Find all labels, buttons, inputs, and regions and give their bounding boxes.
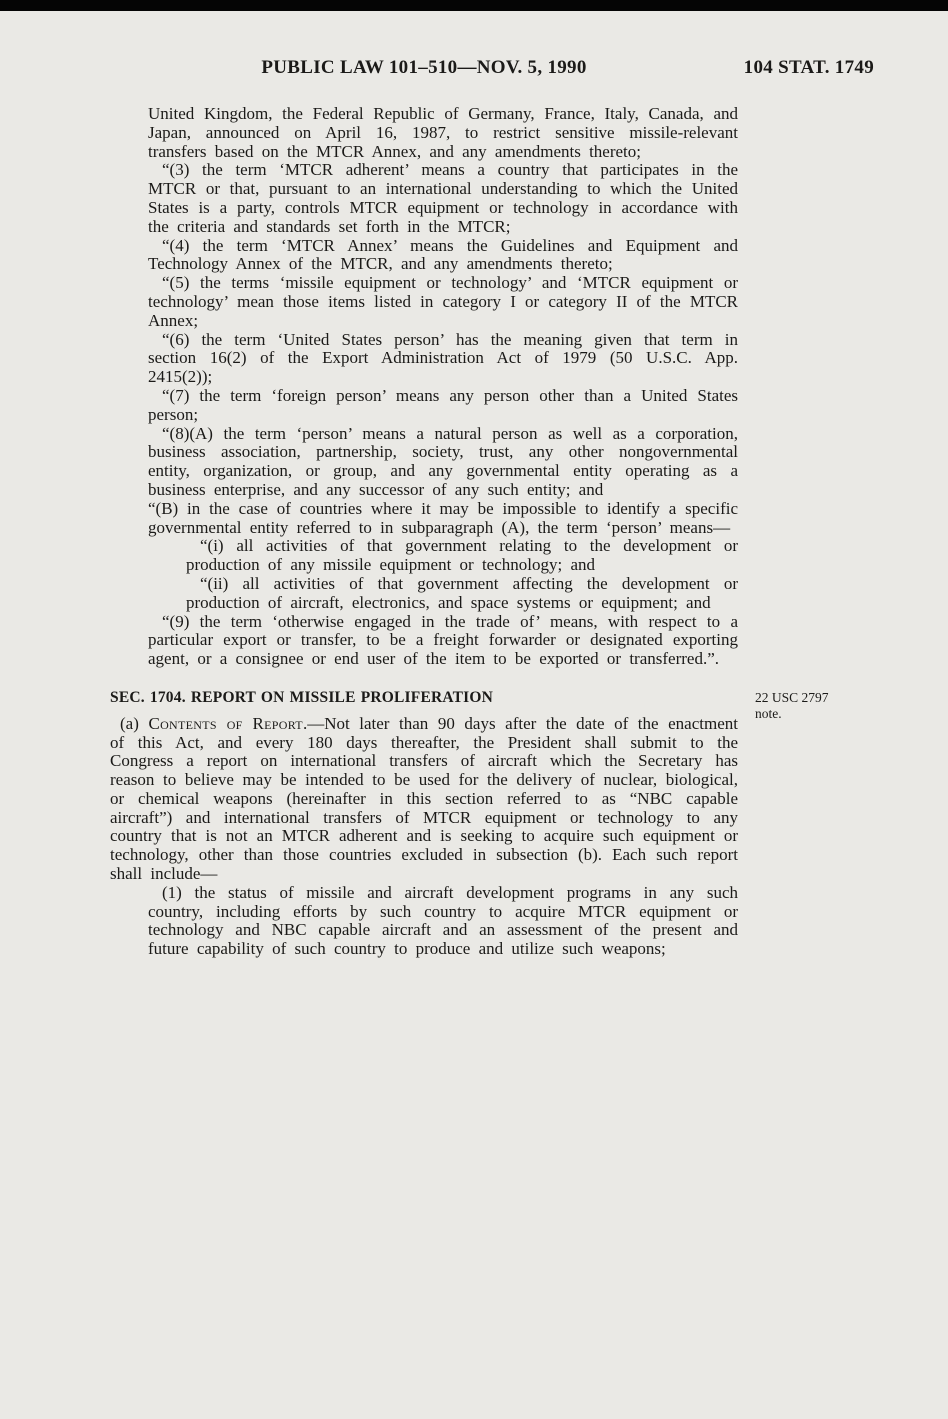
- margin-note-citation: 22 USC 2797: [755, 689, 829, 705]
- margin-note-citation: note.: [755, 706, 782, 722]
- clause-subparagraph: “(ii) all activities of that government affecting the development or production of aircraft, electronics, and space systems or equipment; and: [186, 573, 738, 612]
- clause-paragraph: “(4) the term ‘MTCR Annex’ means the Guidelines and Equipment and Technology Annex of the MTCR, and any amendments thereto;: [148, 235, 738, 274]
- section-1704-block: [110, 688, 829, 959]
- section-heading: SEC. 1704. REPORT ON MISSILE PROLIFERATION: [110, 688, 494, 706]
- margin-note: [755, 690, 915, 723]
- statute-text: [110, 104, 829, 959]
- clause-subparagraph: “(i) all activities of that government relating to the development or production of any missile equipment or technology; and: [186, 536, 738, 575]
- clause-paragraph: “(B) in the case of countries where it may be impossible to identify a specific governmental entity referred to in subparagraph (A), the term ‘person’ means—: [148, 498, 738, 537]
- subsection-a-paragraph: [110, 715, 738, 884]
- clause-paragraph: “(5) the terms ‘missile equipment or technology’ and ‘MTCR equipment or technology’ mean those items listed in category I or category II of the MTCR Annex;: [148, 273, 738, 330]
- subsection-label: (a): [120, 713, 149, 733]
- definitions-clause-block: [148, 105, 738, 669]
- header-stat-page-number: 104 STAT. 1749: [743, 57, 874, 78]
- clause-paragraph: “(6) the term ‘United States person’ has the meaning given that term in section 16(2) of the Export Administration Act of 1979 (50 U.S.C. App. 2415(2));: [148, 329, 738, 387]
- item-1-paragraph: (1) the status of missile and aircraft development programs in any such country, including efforts by such country to acquire MTCR equipment or technology and NBC capable aircraft and an assessment of the present and future capability of such country to produce and utilize such weapons;: [148, 882, 738, 959]
- subsection-title: Contents of Report: [148, 713, 303, 733]
- clause-paragraph: “(7) the term ‘foreign person’ means any person other than a United States person;: [148, 385, 738, 424]
- clause-paragraph: “(8)(A) the term ‘person’ means a natural person as well as a corporation, business association, partnership, society, trust, any other nongovernmental entity, organization, or group, and any governmental entity operating as a business enterprise, and any successor of any such entity; and: [148, 423, 738, 499]
- header-law-title: PUBLIC LAW 101–510—NOV. 5, 1990: [261, 57, 587, 78]
- clause-paragraph: “(3) the term ‘MTCR adherent’ means a country that participates in the MTCR or that, pursuant to an international understanding to which the United States is a party, controls MTCR equipment or technology in accordance with the criteria and standards set forth in the MTCR;: [148, 160, 738, 236]
- clause-paragraph: “(9) the term ‘otherwise engaged in the trade of’ means, with respect to a particular export or transfer, to be a freight forwarder or designated exporting agent, or a consignee or end user of the item to be exported or transferred.”.: [148, 611, 738, 669]
- running-header: [0, 0, 948, 83]
- subsection-body: .—Not later than 90 days after the date of the enactment of this Act, and every 180 days thereafter, the President shall submit to the Congress a report on international transfers of aircraft which the Secretary has reason to believe may be intended to be used for the delivery of nuclear, biological, or chemical weapons (hereinafter in this section referred to as “NBC capable aircraft”) and international transfers of MTCR equipment or technology to any country that is not an MTCR adherent and is seeking to acquire such equipment or technology, other than those countries excluded in subsection (b). Each such report shall include—: [110, 713, 738, 884]
- clause-paragraph: United Kingdom, the Federal Republic of Germany, France, Italy, Canada, and Japan, announced on April 16, 1987, to restrict sensitive missile-relevant transfers based on the MTCR Annex, and any amendments thereto;: [148, 104, 738, 161]
